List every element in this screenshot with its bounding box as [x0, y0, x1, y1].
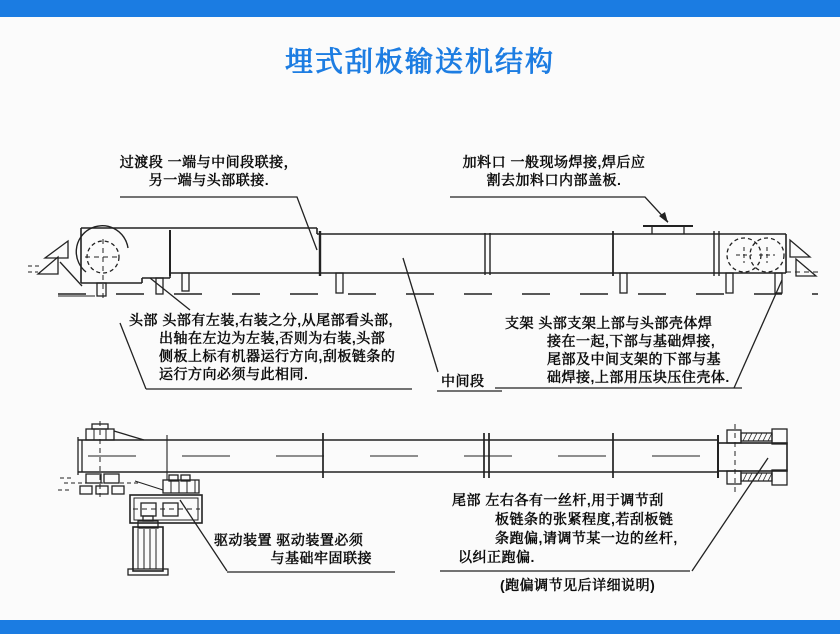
leader-tail: [692, 458, 768, 571]
note-line: 板链条的张紧程度,若刮板链: [495, 511, 674, 527]
coupling-icon: [163, 475, 199, 493]
left-discharge-icon: [28, 241, 106, 296]
upper-conveyor-drawing: [28, 226, 820, 300]
feed-port-icon: [643, 226, 693, 234]
note-line: 出轴在左边为左装,否则为右装,头部: [159, 330, 386, 346]
note-line: 加料口 一般现场焊接,焊后应: [462, 154, 646, 170]
note-middle-section: [441, 372, 485, 390]
note-line: 过渡段 一端与中间段联接，: [119, 154, 299, 170]
note-line: 以纠正跑偏.: [458, 549, 535, 565]
note-transition-section: [118, 153, 300, 189]
leader-transition: [120, 197, 317, 250]
note-feed-inlet: [448, 153, 660, 189]
note-line: 条跑偏,请调节某一边的丝杆,: [495, 530, 678, 546]
note-label: 中间段: [441, 373, 485, 389]
note-line: 尾部及中间支架的下部与基: [547, 351, 721, 367]
note-drive-unit: [214, 531, 372, 567]
note-line: 支架 头部支架上部与头部壳体焊: [505, 315, 713, 331]
note-line: 头部 头部有左装,右装之分,从尾部看头部,: [129, 312, 394, 328]
note-line: 另一端与头部联接.: [148, 172, 270, 188]
note-line: 侧板上标有机器运行方向,刮板链条的: [159, 348, 396, 364]
note-line: 驱动装置 驱动装置必须: [214, 532, 364, 548]
tail-sprockets-icon: [727, 238, 784, 272]
leader-middle: [403, 258, 438, 372]
bearing-icon: [86, 424, 144, 440]
note-line: (跑偏调节见后详细说明): [500, 577, 656, 593]
note-line: 与基础牢固联接: [270, 550, 372, 566]
note-head-section: [129, 311, 395, 383]
leader-frame: [734, 280, 782, 388]
drive-chain-icon: [58, 474, 163, 494]
page-title: 埋式刮板输送机结构: [284, 46, 555, 77]
gearbox-icon: [130, 495, 202, 523]
note-line: 接在一起,下部与基础焊接,: [547, 333, 716, 349]
motor-icon: [128, 516, 168, 575]
note-line: 割去加料口内部盖板.: [486, 172, 622, 188]
right-anchor-icon: [786, 240, 820, 276]
head-sprocket-icon: [76, 226, 128, 300]
note-line: 尾部 左右各有一丝杆,用于调节刮: [452, 492, 664, 508]
leader-feed-inlet: [450, 197, 668, 222]
note-tail-section: [443, 491, 678, 595]
note-line: 础焊接,上部用压块压住壳体.: [547, 369, 730, 385]
support-legs: [156, 273, 782, 294]
note-support-frame: [505, 314, 730, 386]
note-line: 运行方向必须与此相同.: [159, 366, 309, 382]
